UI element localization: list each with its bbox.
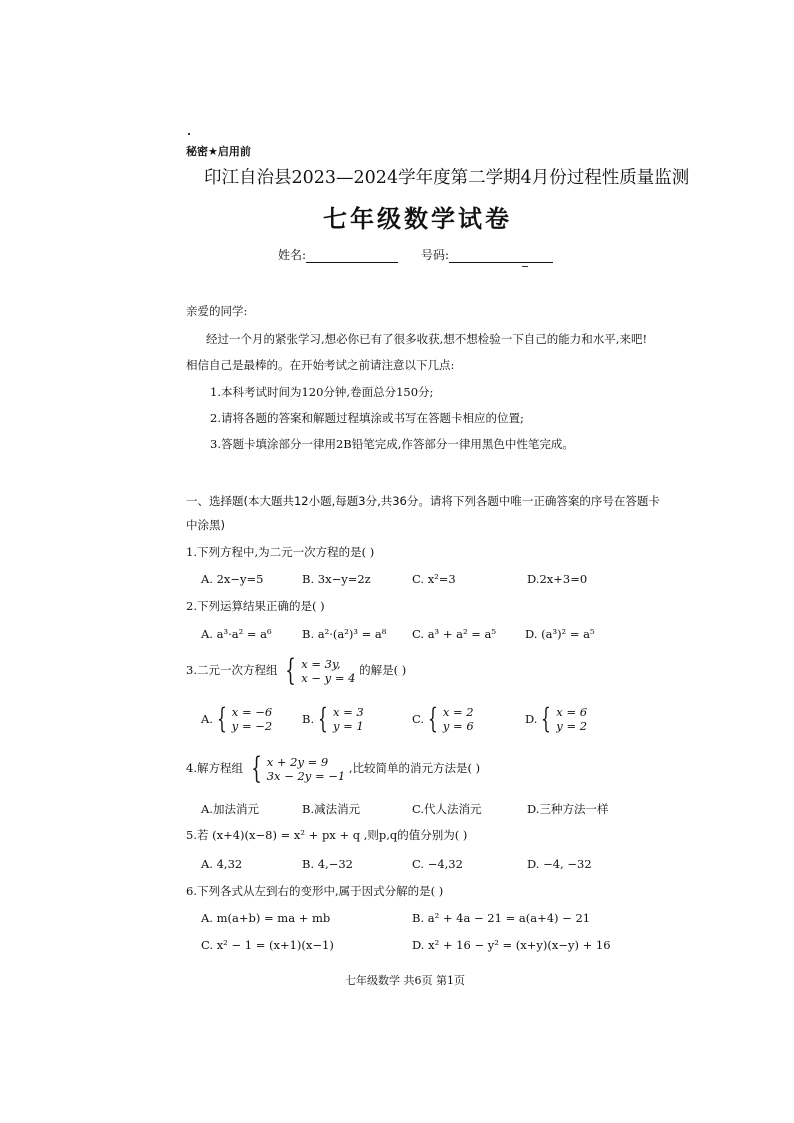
number-field[interactable] <box>421 246 553 263</box>
q4-option-c[interactable]: C.代人法消元 <box>412 802 482 816</box>
q2-option-c[interactable]: C. a³ + a² = a⁵ <box>412 627 496 641</box>
q3-stem-suffix: 的解是( ) <box>359 663 407 677</box>
note-3: 3.答题卡填涂部分一律用2B铅笔完成,作答部分一律用黑色中性笔完成。 <box>210 437 574 451</box>
q5-option-b[interactable]: B. 4,−32 <box>302 857 354 871</box>
q2-option-b[interactable]: B. a²·(a²)³ = a⁸ <box>302 627 387 641</box>
q4-option-d[interactable]: D.三种方法一样 <box>527 802 609 816</box>
q3-b-y: y = 1 <box>332 719 364 733</box>
q3-d-x: x = 6 <box>556 705 588 719</box>
brace-icon: { <box>250 751 262 786</box>
brace-icon: { <box>428 702 438 735</box>
brace-icon: { <box>541 702 552 735</box>
q3-option-b[interactable] <box>302 702 364 735</box>
q4-system-eq2: 3x − 2y = −1 <box>266 769 346 783</box>
q3-a-x: x = −6 <box>231 705 273 719</box>
q3-option-a[interactable] <box>201 702 273 735</box>
question-5-stem: 5.若 (x+4)(x−8) = x² + px + q ,则p,q的值分别为( ) <box>186 828 468 842</box>
number-label: 号码: <box>421 248 450 262</box>
q5-option-a[interactable]: A. 4,32 <box>201 857 243 871</box>
q1-option-c[interactable]: C. x²=3 <box>412 572 456 586</box>
q3-option-a-label: A. <box>201 712 213 726</box>
question-2-stem: 2.下列运算结果正确的是( ) <box>186 599 325 613</box>
note-2: 2.请将各题的答案和解题过程填涂或书写在答题卡相应的位置; <box>210 411 524 425</box>
question-4-stem <box>186 751 481 786</box>
q4-option-b[interactable]: B.减法消元 <box>302 802 361 816</box>
intro-paragraph-1: 经过一个月的紧张学习,想必你已有了很多收获,想不想检验一下自己的能力和水平,来吧! <box>206 332 648 346</box>
greeting: 亲爱的同学: <box>186 304 248 318</box>
q3-option-d-label: D. <box>525 712 538 726</box>
q3-option-b-label: B. <box>302 712 315 726</box>
exam-title: 印江自治县2023—2024学年度第二学期4月份过程性质量监测 <box>204 168 690 188</box>
q3-a-y: y = −2 <box>231 719 273 733</box>
question-3-stem <box>186 653 407 688</box>
q6-option-b[interactable]: B. a² + 4a − 21 = a(a+4) − 21 <box>412 911 591 925</box>
brace-icon: { <box>285 653 296 688</box>
q3-option-d[interactable] <box>525 702 588 735</box>
q6-option-c[interactable]: C. x² − 1 = (x+1)(x−1) <box>201 938 334 952</box>
q5-option-c[interactable]: C. −4,32 <box>412 857 463 871</box>
page-footer: 七年级数学 共6页 第1页 <box>345 974 465 987</box>
q3-stem-prefix: 3.二元一次方程组 <box>186 663 278 677</box>
q3-c-x: x = 2 <box>442 705 474 719</box>
q3-system-eq2: x − y = 4 <box>301 671 356 685</box>
q1-option-d[interactable]: D.2x+3=0 <box>527 572 588 586</box>
brace-icon: { <box>216 702 227 735</box>
q3-option-c[interactable] <box>412 702 474 735</box>
q5-option-d[interactable]: D. −4, −32 <box>527 857 592 871</box>
scan-speck <box>188 133 190 135</box>
q3-b-x: x = 3 <box>332 705 364 719</box>
name-blank[interactable] <box>306 250 398 263</box>
q4-equation-system <box>247 751 346 786</box>
name-field[interactable] <box>278 246 398 263</box>
section1-heading-line1: 一、选择题(本大题共12小题,每题3分,共36分。请将下列各题中唯一正确答案的序号在答题卡 <box>186 494 660 508</box>
question-1-stem: 1.下列方程中,为二元一次方程的是( ) <box>186 545 375 559</box>
q3-c-y: y = 6 <box>442 719 474 733</box>
q4-stem-prefix: 4.解方程组 <box>186 761 243 775</box>
q1-option-a[interactable]: A. 2x−y=5 <box>201 572 264 586</box>
q6-option-a[interactable]: A. m(a+b) = ma + mb <box>201 911 331 925</box>
intro-paragraph-2: 相信自己是最棒的。在开始考试之前请注意以下几点: <box>186 358 455 372</box>
name-label: 姓名: <box>278 248 307 262</box>
q3-option-c-label: C. <box>412 712 425 726</box>
question-6-stem: 6.下列各式从左到右的变形中,属于因式分解的是( ) <box>186 884 444 898</box>
q6-option-d[interactable]: D. x² + 16 − y² = (x+y)(x−y) + 16 <box>412 938 611 952</box>
q2-option-a[interactable]: A. a³·a² = a⁶ <box>201 627 272 641</box>
q4-option-a[interactable]: A.加法消元 <box>201 802 259 816</box>
q3-system-eq1: x = 3y, <box>301 657 341 671</box>
brace-icon: { <box>318 702 328 735</box>
confidential-label: 秘密★启用前 <box>186 145 251 158</box>
section1-heading-line2: 中涂黑) <box>186 518 225 532</box>
paper-title: 七年级数学试卷 <box>323 205 512 233</box>
number-blank[interactable] <box>449 250 553 263</box>
q4-stem-suffix: ,比较简单的消元方法是( ) <box>348 761 481 775</box>
q1-option-b[interactable]: B. 3x−y=2z <box>302 572 371 586</box>
q2-option-d[interactable]: D. (a³)² = a⁵ <box>525 627 595 641</box>
note-1: 1.本科考试时间为120分钟,卷面总分150分; <box>210 385 434 399</box>
q3-d-y: y = 2 <box>556 719 588 733</box>
scan-speck <box>522 266 528 267</box>
q3-equation-system <box>281 653 356 688</box>
q4-system-eq1: x + 2y = 9 <box>266 755 329 769</box>
